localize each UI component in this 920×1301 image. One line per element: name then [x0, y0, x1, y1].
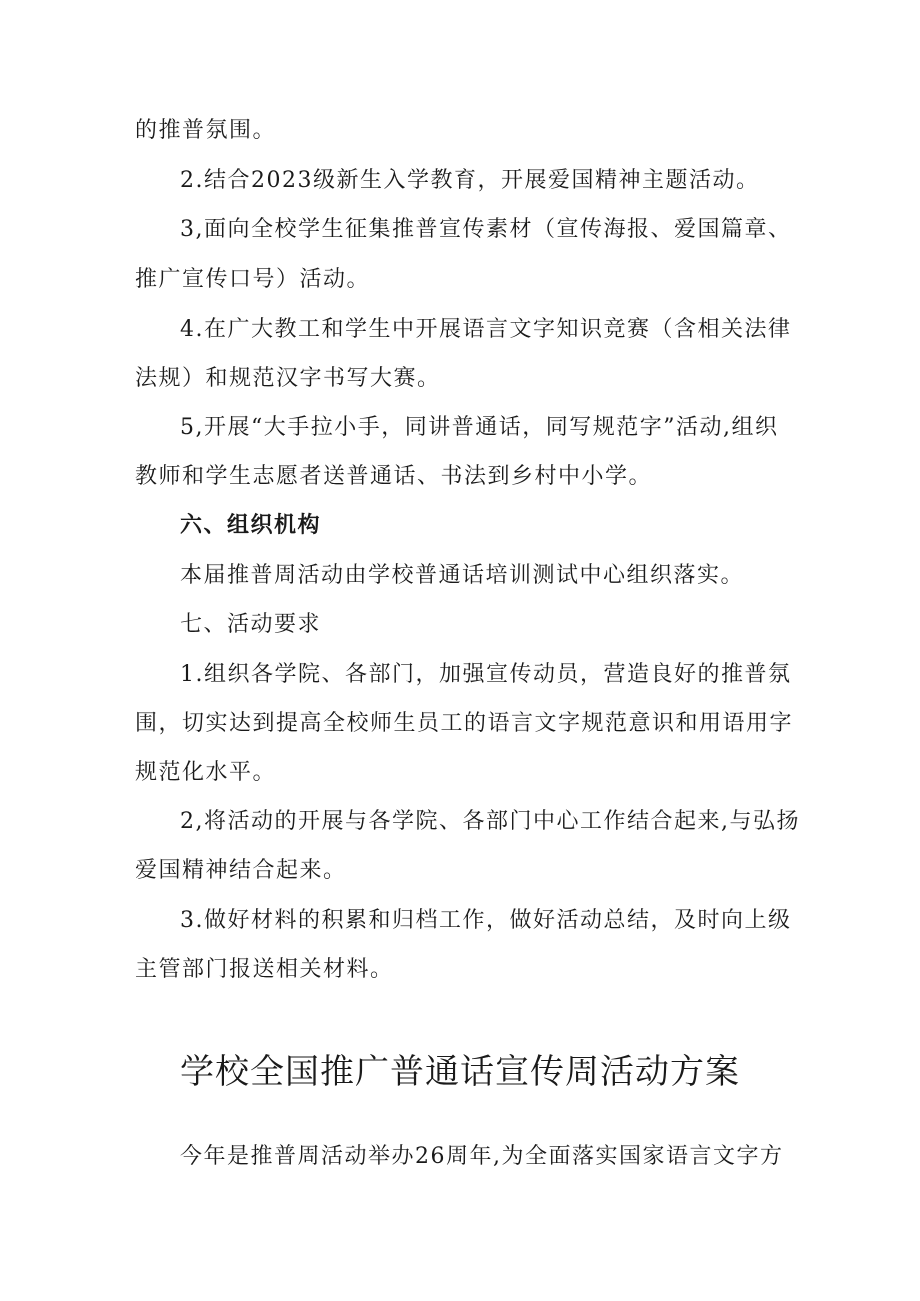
paragraph-line: 爱国精神结合起来。: [135, 858, 347, 883]
paragraph-line: 4.在广大教工和学生中开展语言文字知识竞赛（含相关法律: [180, 317, 792, 342]
paragraph-line: 规范化水平。: [135, 760, 277, 785]
paragraph-line: 法规）和规范汉字书写大赛。: [135, 366, 441, 391]
paragraph-line: 3,面向全校学生征集推普宣传素材（宣传海报、爱国篇章、: [180, 217, 792, 242]
paragraph-line: 本届推普周活动由学校普通话培训测试中心组织落实。: [180, 563, 745, 588]
section-heading: 七、活动要求: [180, 612, 322, 637]
paragraph-line: 5,开展“大手拉小手，同讲普通话，同写规范字”活动,组织: [180, 415, 779, 440]
section-heading: 六、组织机构: [180, 513, 322, 538]
paragraph-line: 的推普氛围。: [135, 118, 277, 143]
document-title: 学校全国推广普通话宣传周活动方案: [180, 1052, 740, 1092]
paragraph-line: 推广宣传口号）活动。: [135, 267, 371, 292]
paragraph-line: 2,将活动的开展与各学院、各部门中心工作结合起来,与弘扬: [180, 809, 800, 834]
intro-paragraph-line: 今年是推普周活动举办26周年,为全面落实国家语言文字方: [180, 1144, 784, 1169]
paragraph-line: 1.组织各学院、各部门，加强宣传动员，营造良好的推普氛: [180, 662, 792, 687]
paragraph-line: 2.结合2023级新生入学教育，开展爱国精神主题活动。: [180, 168, 760, 193]
paragraph-line: 教师和学生志愿者送普通话、书法到乡村中小学。: [135, 464, 653, 489]
paragraph-line: 主管部门报送相关材料。: [135, 957, 394, 982]
paragraph-line: 3.做好材料的积累和归档工作，做好活动总结，及时向上级: [180, 908, 792, 933]
paragraph-line: 围，切实达到提高全校师生员工的语言文字规范意识和用语用字: [135, 711, 794, 736]
